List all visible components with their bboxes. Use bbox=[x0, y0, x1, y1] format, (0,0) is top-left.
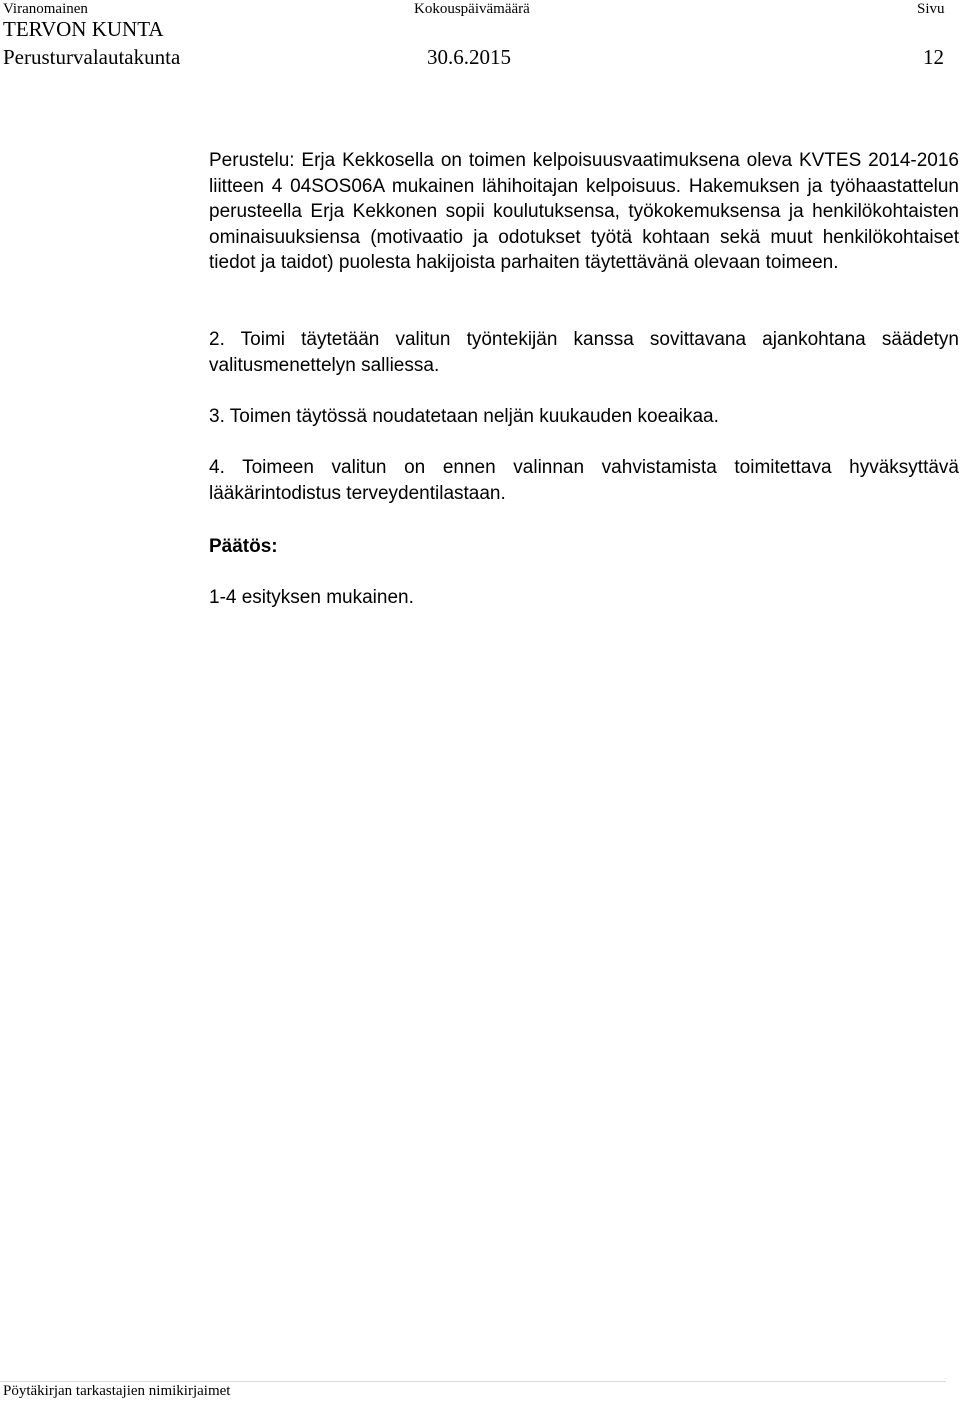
committee-name: Perusturvalautakunta bbox=[3, 45, 181, 69]
decision-heading: Päätös: bbox=[209, 536, 278, 557]
municipality-name: TERVON KUNTA bbox=[3, 17, 164, 41]
meeting-date-label: Kokouspäivämäärä bbox=[414, 1, 530, 17]
decision-text: 1-4 esityksen mukainen. bbox=[209, 587, 414, 608]
signatures-label: Pöytäkirjan tarkastajien nimikirjaimet bbox=[3, 1383, 231, 1399]
page-number: 12 bbox=[923, 45, 944, 69]
meeting-date: 30.6.2015 bbox=[427, 45, 511, 69]
rationale-paragraph: Perustelu: Erja Kekkosella on toimen kelpoisuusvaatimuksena oleva KVTES 2014-2016 liitteen 4 04SOS06A mukainen lähihoitajan kelpoisuus. Hakemuksen ja työhaastattelun perusteella Erja Kekkonen sopii koulutuksensa, työkokemuksensa ja henkilökohtaisten ominaisuuksiensa (motivaatio ja odotukset työtä kohtaan sekä muut henkilökohtaiset tiedot ja taidot) puolesta hakijoista parhaiten täytettävänä olevaan toimeen. bbox=[209, 150, 959, 273]
proposal-item-2: 2. Toimi täytetään valitun työntekijän kanssa sovittavana ajankohtana säädetyn valitusmenettelyn salliessa. bbox=[209, 329, 959, 376]
page-label: Sivu bbox=[917, 1, 945, 17]
proposal-item-3: 3. Toimen täytössä noudatetaan neljän kuukauden koeaikaa. bbox=[209, 406, 719, 427]
proposal-item-4: 4. Toimeen valitun on ennen valinnan vahvistamista toimitettava hyväksyttävä lääkärintodistus terveydentilastaan. bbox=[209, 457, 959, 504]
authority-label: Viranomainen bbox=[3, 1, 88, 17]
